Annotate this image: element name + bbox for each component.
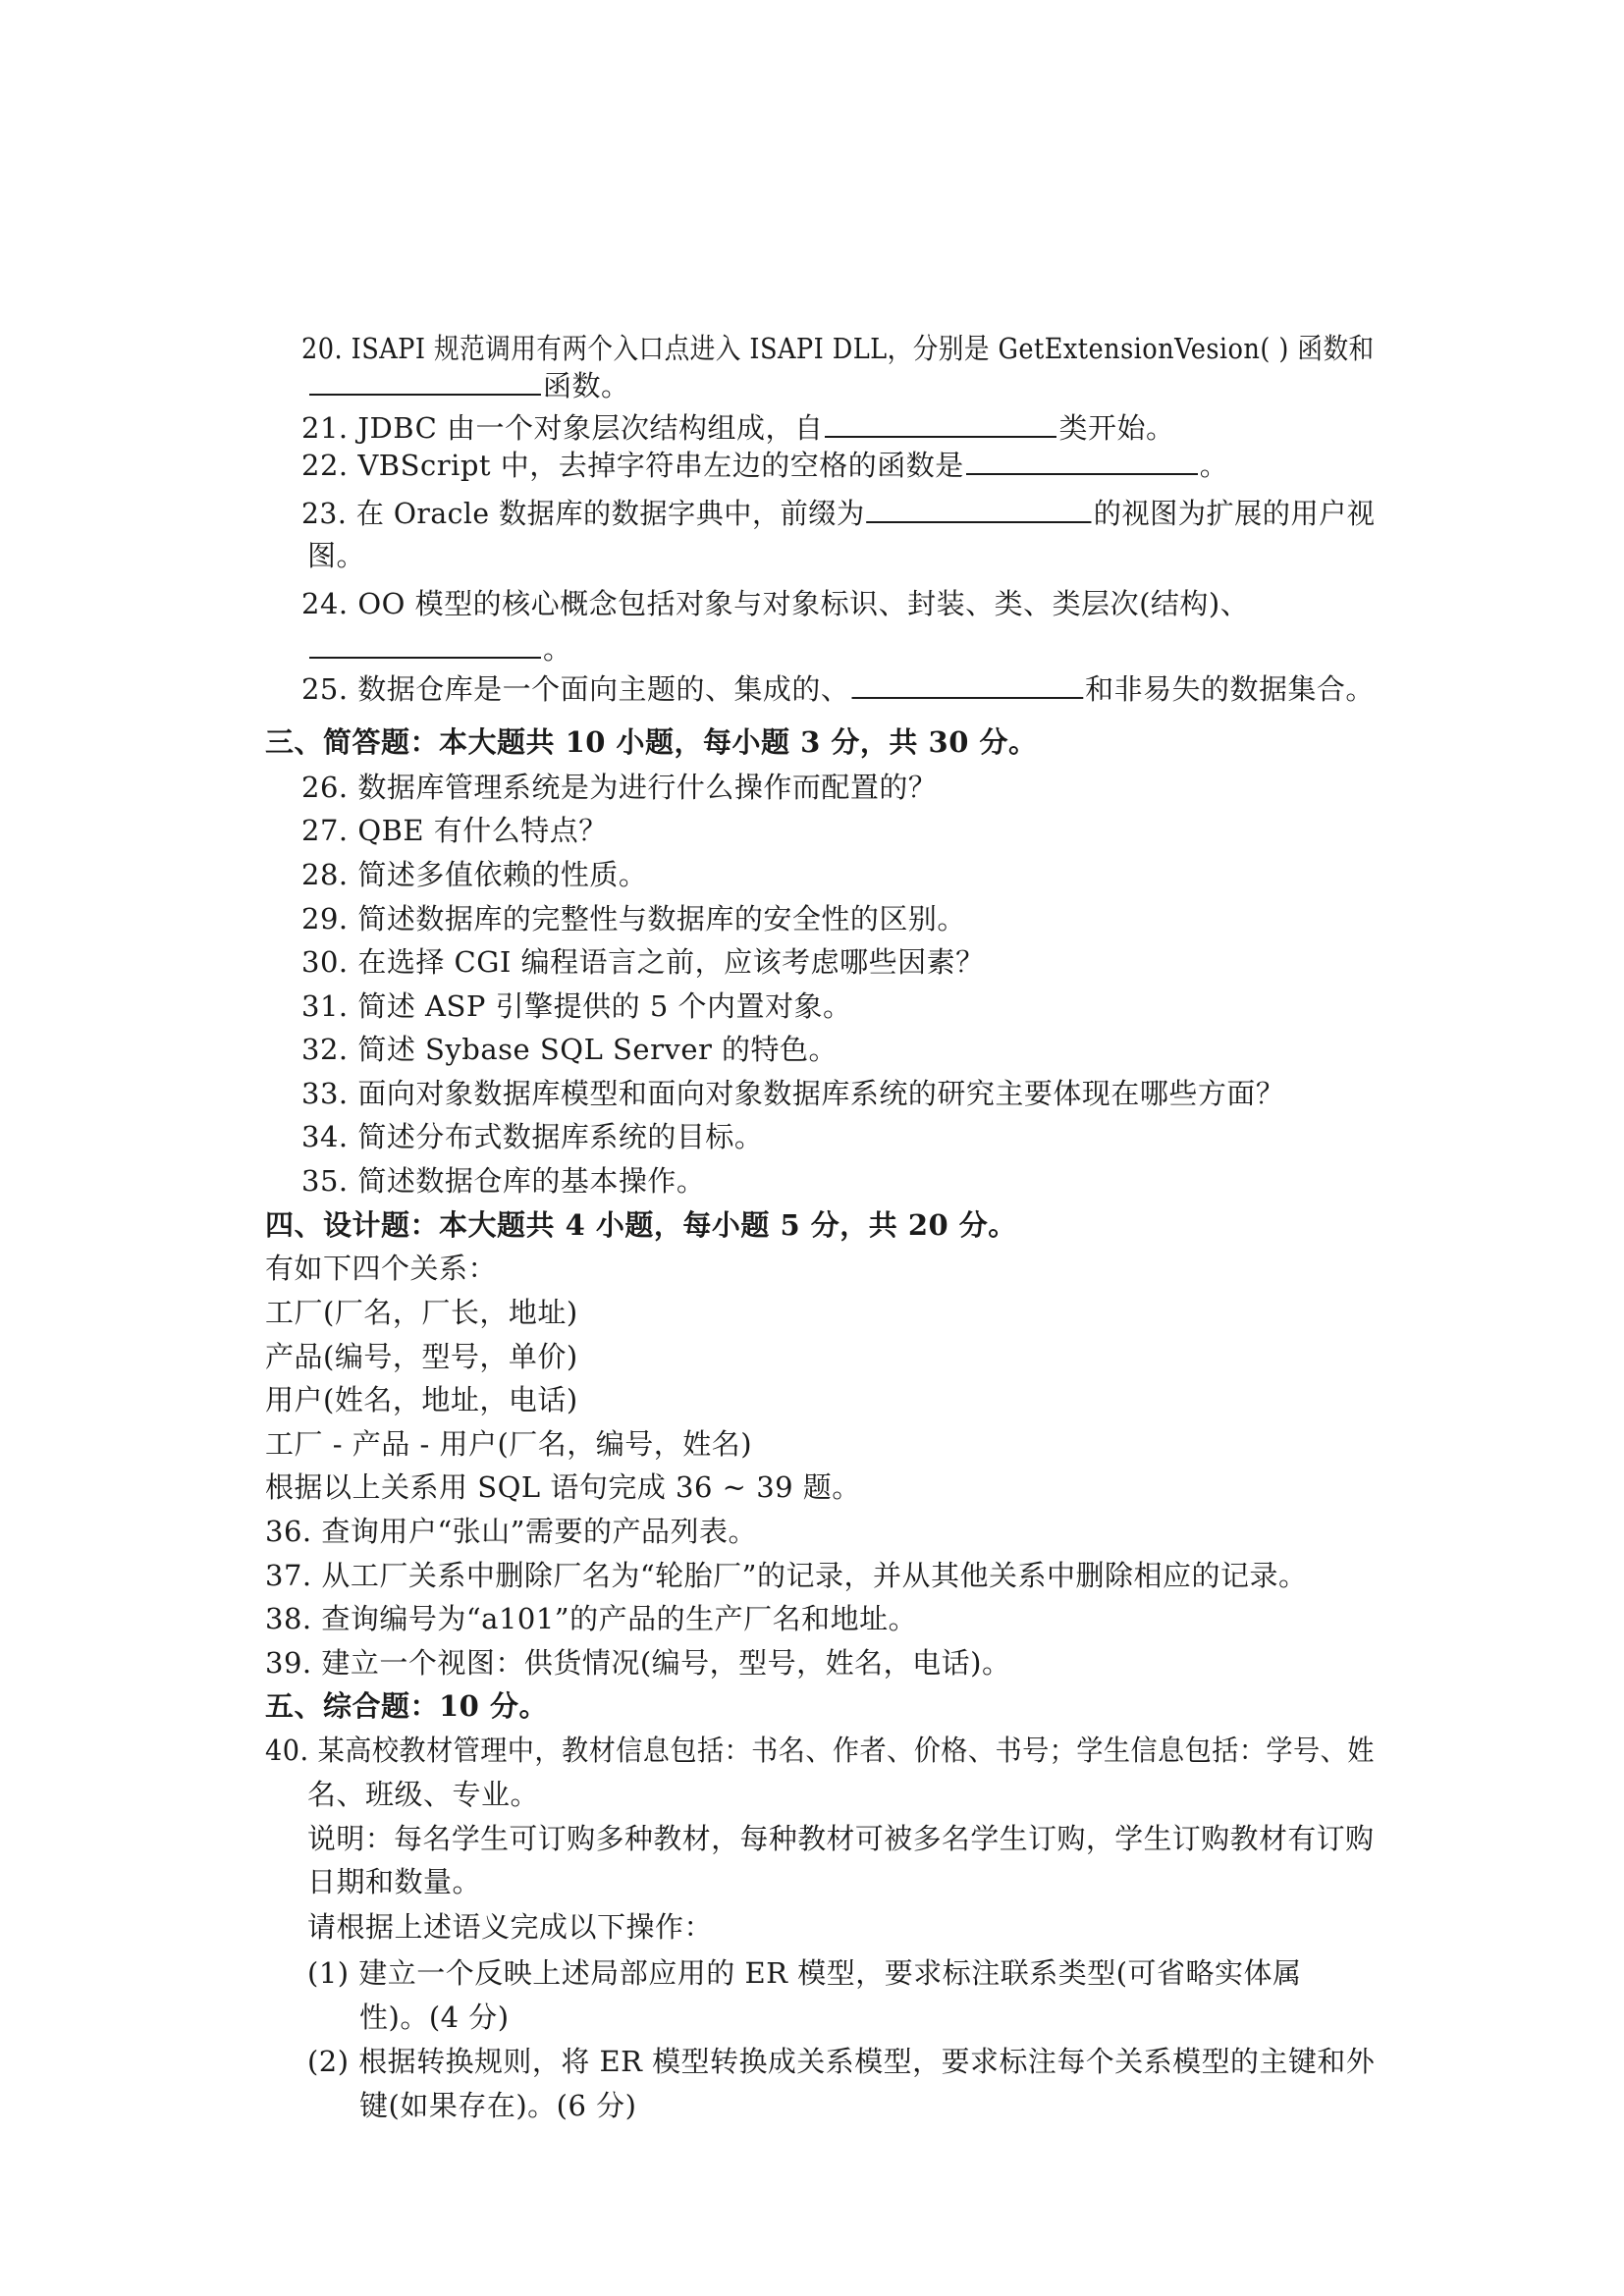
subquestion-2-line-2: 键(如果存在)。(6 分) [359, 2089, 637, 2122]
question-34: 34. 简述分布式数据库系统的目标。 [301, 1120, 764, 1153]
sql-instruction: 根据以上关系用 SQL 语句完成 36 ~ 39 题。 [265, 1470, 861, 1504]
question-37: 37. 从工厂关系中删除厂名为“轮胎厂”的记录，并从其他关系中删除相应的记录。 [265, 1559, 1308, 1592]
question-21: 21. JDBC 由一个对象层次结构组成，自 类开始。 [301, 411, 1175, 445]
answer-blank[interactable] [867, 496, 1092, 523]
request-text: 请根据上述语义完成以下操作： [307, 1910, 714, 1944]
question-23-line-2: 图。 [307, 539, 366, 572]
answer-blank[interactable] [825, 410, 1056, 438]
question-25: 25. 数据仓库是一个面向主题的、集成的、 和非易失的数据集合。 [301, 672, 1375, 706]
question-22: 22. VBScript 中，去掉字符串左边的空格的函数是 。 [301, 449, 1229, 482]
question-30: 30. 在选择 CGI 编程语言之前，应该考虑哪些因素？ [301, 945, 985, 979]
question-31: 31. 简述 ASP 引擎提供的 5 个内置对象。 [301, 989, 852, 1023]
question-26: 26. 数据库管理系统是为进行什么操作而配置的？ [301, 771, 938, 804]
answer-blank[interactable] [309, 631, 541, 659]
question-40-line-2: 名、班级、专业。 [307, 1778, 540, 1811]
note-line-2: 日期和数量。 [307, 1865, 482, 1898]
question-36: 36. 查询用户“张山”需要的产品列表。 [265, 1515, 757, 1548]
question-28: 28. 简述多值依赖的性质。 [301, 858, 648, 891]
relation-product: 产品(编号，型号，单价) [265, 1340, 578, 1373]
section-5-heading: 五、综合题：10 分。 [265, 1689, 548, 1723]
note-line-1: 说明：每名学生可订购多种教材，每种教材可被多名学生订购，学生订购教材有订购 [307, 1822, 1375, 1855]
section-4-heading: 四、设计题：本大题共 4 小题，每小题 5 分，共 20 分。 [265, 1208, 1017, 1242]
question-33: 33. 面向对象数据库模型和面向对象数据库系统的研究主要体现在哪些方面？ [301, 1077, 1285, 1110]
question-39: 39. 建立一个视图：供货情况(编号，型号，姓名，电话)。 [265, 1646, 1011, 1680]
question-38: 38. 查询编号为“a101”的产品的生产厂名和地址。 [265, 1602, 918, 1635]
question-24-line-1: 24. OO 模型的核心概念包括对象与对象标识、封装、类、类层次(结构)、 [301, 587, 1250, 620]
question-23-line-1: 23. 在 Oracle 数据库的数据字典中，前缀为 的视图为扩展的用户视 [301, 497, 1376, 530]
relations-intro: 有如下四个关系： [265, 1252, 498, 1285]
answer-blank[interactable] [966, 448, 1198, 475]
subquestion-2-line-1: (2) 根据转换规则，将 ER 模型转换成关系模型，要求标注每个关系模型的主键和外 [307, 2045, 1376, 2078]
answer-blank[interactable] [309, 368, 541, 396]
question-20-line-2: 函数。 [307, 368, 630, 402]
relation-factory-product-user: 工厂 - 产品 - 用户(厂名，编号，姓名) [265, 1427, 753, 1461]
section-3-heading: 三、简答题：本大题共 10 小题，每小题 3 分，共 30 分。 [265, 725, 1038, 759]
question-24-line-2: 。 [307, 631, 572, 666]
relation-factory: 工厂(厂名，厂长，地址) [265, 1296, 578, 1329]
relation-user: 用户(姓名，地址，电话) [265, 1383, 578, 1416]
question-27: 27. QBE 有什么特点？ [301, 814, 608, 847]
question-29: 29. 简述数据库的完整性与数据库的安全性的区别。 [301, 902, 966, 935]
subquestion-1-line-1: (1) 建立一个反映上述局部应用的 ER 模型，要求标注联系类型(可省略实体属 [307, 1956, 1302, 1990]
question-40-line-1: 40. 某高校教材管理中，教材信息包括：书名、作者、价格、书号；学生信息包括：学号、姓 [265, 1734, 1375, 1767]
answer-blank[interactable] [851, 671, 1083, 699]
subquestion-1-line-2: 性)。(4 分) [359, 2001, 510, 2034]
question-35: 35. 简述数据仓库的基本操作。 [301, 1164, 706, 1198]
question-20-line-1: 20. ISAPI 规范调用有两个入口点进入 ISAPI DLL，分别是 GetExtensionVesion( ) 函数和 [301, 332, 1375, 365]
question-32: 32. 简述 Sybase SQL Server 的特色。 [301, 1033, 839, 1066]
